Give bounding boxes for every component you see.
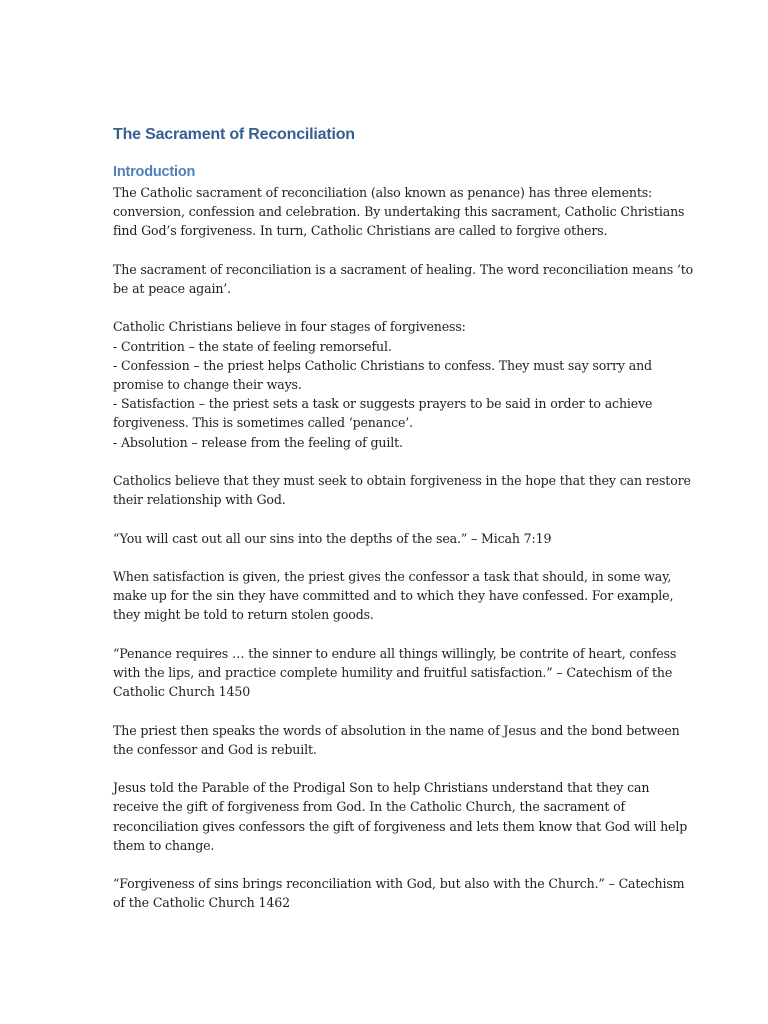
paragraph (113, 778, 688, 855)
paragraph-line: make up for the sin they have committed and to which they have confessed. For example, (113, 588, 674, 604)
paragraph-line: receive the gift of forgiveness from God. In the Catholic Church, the sacrament of (113, 799, 626, 815)
paragraph-line: Catholic Church 1450 (113, 684, 251, 700)
paragraph-line: - Confession – the priest helps Catholic Christians to confess. They must say sorry and (113, 357, 652, 373)
paragraph (113, 317, 658, 451)
document-body (113, 183, 694, 913)
paragraph (113, 874, 685, 912)
paragraph-line: - Absolution – release from the feeling of guilt. (113, 434, 403, 450)
paragraph-line: The priest then speaks the words of absolution in the name of Jesus and the bond between (113, 722, 680, 738)
paragraph-line: “Forgiveness of sins brings reconciliation with God, but also with the Church.” – Catechism (113, 876, 685, 892)
paragraph-line: conversion, confession and celebration. By undertaking this sacrament, Catholic Christians (113, 204, 685, 220)
document-title: The Sacrament of Reconciliation (113, 126, 355, 143)
paragraph-line: Catholic Christians believe in four stages of forgiveness: (113, 319, 466, 335)
paragraph (113, 183, 685, 241)
paragraph-line: - Contrition – the state of feeling remorseful. (113, 338, 392, 354)
paragraph-line: The Catholic sacrament of reconciliation (also known as penance) has three elements: (113, 185, 653, 200)
paragraph-line: they might be told to return stolen goods. (113, 607, 374, 623)
paragraph (113, 529, 658, 548)
paragraph-line: “You will cast out all our sins into the depths of the sea.” – Micah 7:19 (113, 530, 552, 546)
paragraph-line: promise to change their ways. (113, 377, 302, 392)
paragraph-line: of the Catholic Church 1462 (113, 895, 290, 911)
paragraph (113, 260, 694, 298)
paragraph-line: “Penance requires … the sinner to endure all things willingly, be contrite of heart, confess (113, 645, 677, 661)
paragraph (113, 567, 674, 625)
paragraph (113, 644, 677, 702)
paragraph-line: the confessor and God is rebuilt. (113, 741, 317, 757)
paragraph-line: Catholics believe that they must seek to obtain forgiveness in the hope that they can restore (113, 473, 691, 488)
paragraph-line: their relationship with God. (113, 492, 286, 508)
paragraph-line: reconciliation gives confessors the gift of forgiveness and lets them know that God will help (113, 818, 688, 834)
paragraph-line: be at peace again’. (113, 281, 231, 296)
paragraph-line: find God’s forgiveness. In turn, Catholic Christians are called to forgive others. (113, 223, 608, 239)
document-page (113, 124, 694, 932)
paragraph-line: them to change. (113, 837, 215, 853)
paragraph-line: with the lips, and practice complete humility and fruitful satisfaction.” – Catechism of the (113, 664, 673, 680)
paragraph (113, 721, 680, 759)
section-heading-introduction: Introduction (113, 164, 196, 180)
paragraph-line: forgiveness. This is sometimes called ‘penance’. (113, 415, 414, 431)
paragraph-line: Jesus told the Parable of the Prodigal Son to help Christians understand that they can (113, 780, 650, 796)
paragraph (113, 471, 691, 509)
paragraph-line: - Satisfaction – the priest sets a task or suggests prayers to be said in order to achieve (113, 396, 653, 412)
paragraph-line: The sacrament of reconciliation is a sacrament of healing. The word reconciliation means ‘to (113, 261, 694, 277)
paragraph-line: When satisfaction is given, the priest gives the confessor a task that should, in some way, (113, 568, 672, 584)
